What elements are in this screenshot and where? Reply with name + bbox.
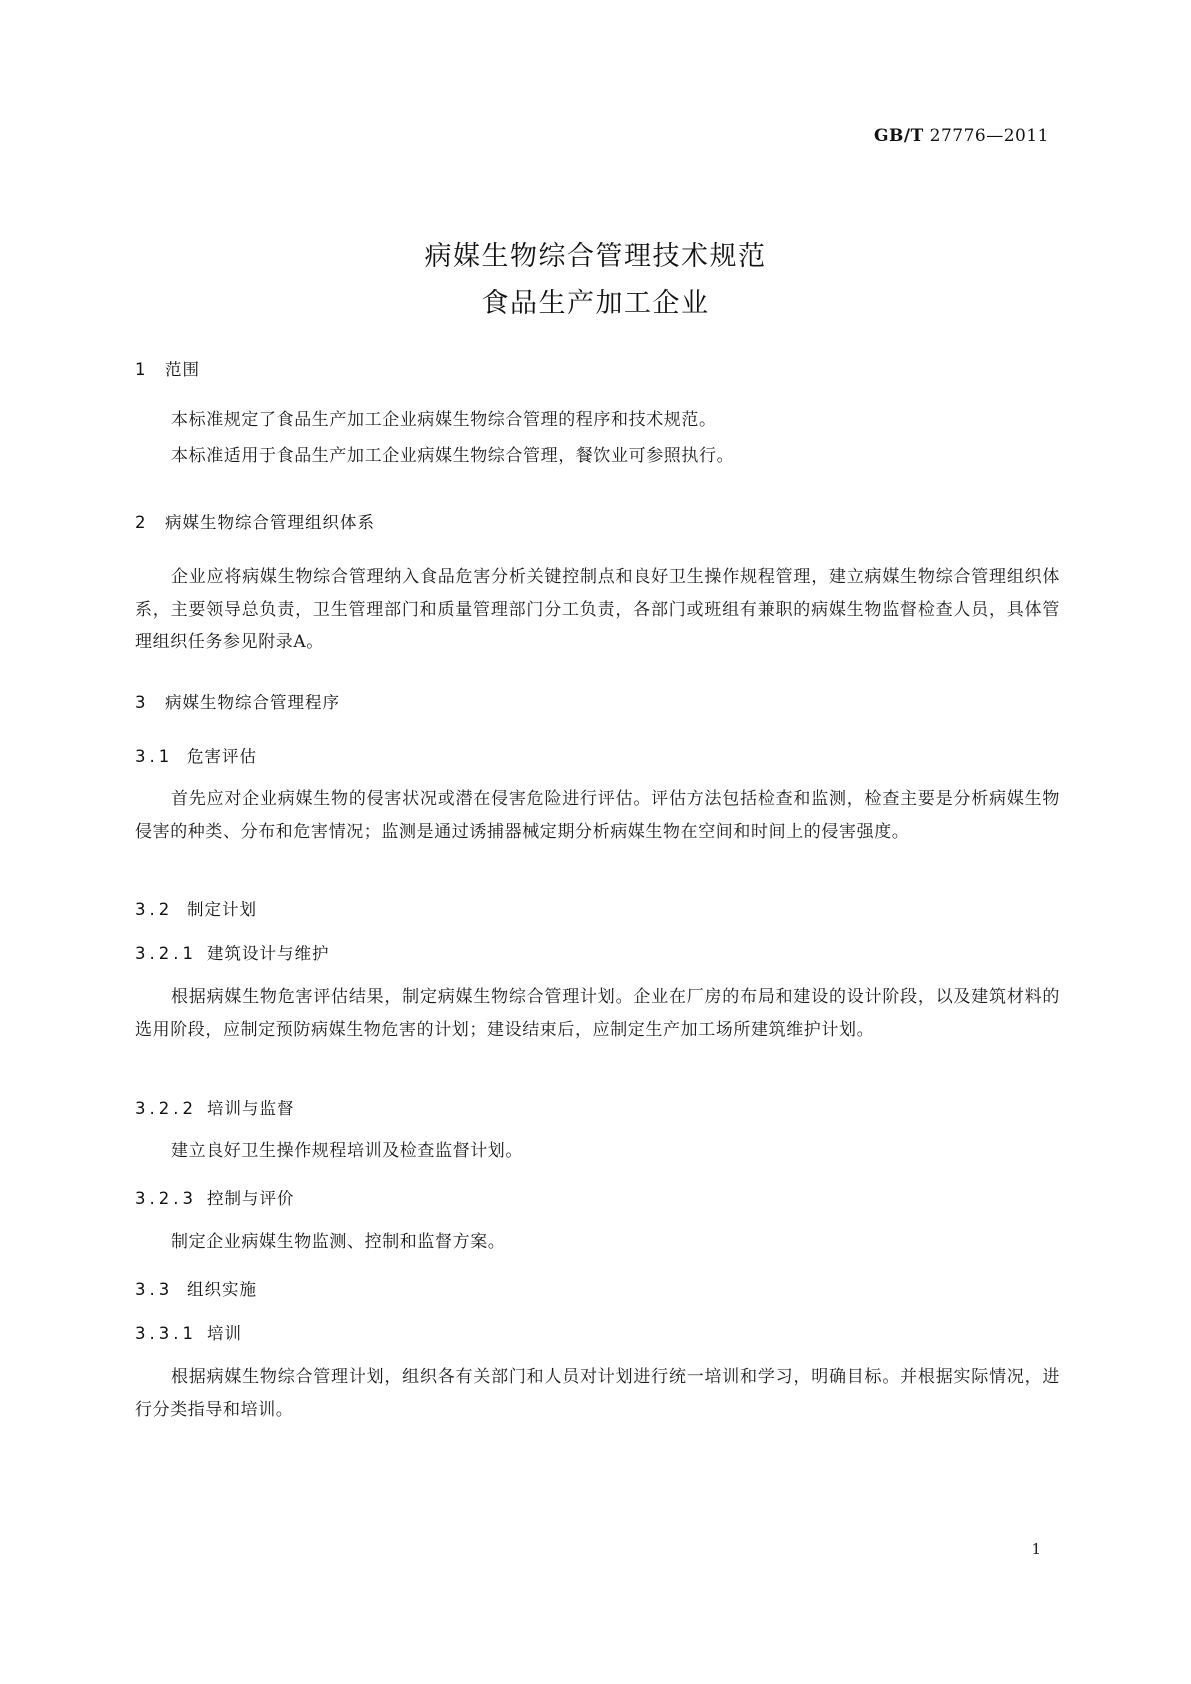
section-number: 3.2.1 [135,944,197,963]
section-title: 组织实施 [187,1280,257,1299]
section-number: 3.2.2 [135,1099,197,1118]
section-number: 3.2.3 [135,1189,197,1208]
section-heading-3-2-2 [135,1095,295,1119]
section-heading-1 [135,356,200,380]
page-number: 1 [1031,1540,1041,1558]
paragraph-scope-1: 本标准规定了食品生产加工企业病媒生物综合管理的程序和技术规范。 [171,410,717,430]
section-heading-3-2-1 [135,940,330,964]
section-heading-2 [135,509,375,533]
paragraph-building-design: 根据病媒生物危害评估结果，制定病媒生物综合管理计划。企业在厂房的布局和建设的设计阶段，以及建筑材料的选用阶段，应制定预防病媒生物危害的计划；建设结束后，应制定生产加工场所建筑维护计划。 [135,987,1060,1040]
section-heading-3-1 [135,743,257,767]
section-number: 3.3.1 [135,1324,197,1343]
section-number: 3.2 [135,900,174,919]
section-heading-3-3-1 [135,1320,242,1344]
section-title: 培训与监督 [207,1099,295,1118]
document-title-line2: 食品生产加工企业 [481,288,710,319]
section-number: 2 [135,513,150,532]
paragraph-scope-2: 本标准适用于食品生产加工企业病媒生物综合管理，餐饮业可参照执行。 [171,446,735,466]
section-title: 范围 [165,360,200,379]
section-number: 3.3 [135,1280,174,1299]
paragraph-organization: 企业应将病媒生物综合管理纳入食品危害分析关键控制点和良好卫生操作规程管理，建立病媒生物综合管理组织体系，主要领导总负责，卫生管理部门和质量管理部门分工负责，各部门或班组有兼职的病媒生物监督检查人员，具体管理组织任务参见附录A。 [135,567,1060,652]
paragraph-control-evaluation: 制定企业病媒生物监测、控制和监督方案。 [171,1232,506,1252]
section-heading-3-2-3 [135,1185,295,1209]
section-number: 3.1 [135,747,174,766]
section-title: 建筑设计与维护 [207,944,330,963]
paragraph-hazard-assessment: 首先应对企业病媒生物的侵害状况或潜在侵害危险进行评估。评估方法包括检查和监测，检查主要是分析病媒生物侵害的种类、分布和危害情况；监测是通过诱捕器械定期分析病媒生物在空间和时间上的侵害强度。 [135,789,1060,842]
section-heading-3 [135,689,340,713]
section-title: 制定计划 [187,900,257,919]
section-title: 培训 [207,1324,242,1343]
paragraph-implementation-training: 根据病媒生物综合管理计划，组织各有关部门和人员对计划进行统一培训和学习，明确目标。并根据实际情况，进行分类指导和培训。 [135,1367,1060,1420]
standard-code [874,126,1049,146]
document-title-line1: 病媒生物综合管理技术规范 [424,241,767,272]
section-heading-3-2 [135,896,257,920]
section-number: 1 [135,360,150,379]
paragraph-training-supervision: 建立良好卫生操作规程培训及检查监督计划。 [171,1141,523,1161]
standard-number: 27776—2011 [929,126,1049,146]
section-heading-3-3 [135,1276,257,1300]
standard-prefix: GB/T [874,126,924,146]
section-title: 危害评估 [187,747,257,766]
section-number: 3 [135,693,150,712]
section-title: 病媒生物综合管理组织体系 [165,513,375,532]
section-title: 控制与评价 [207,1189,295,1208]
section-title: 病媒生物综合管理程序 [165,693,340,712]
